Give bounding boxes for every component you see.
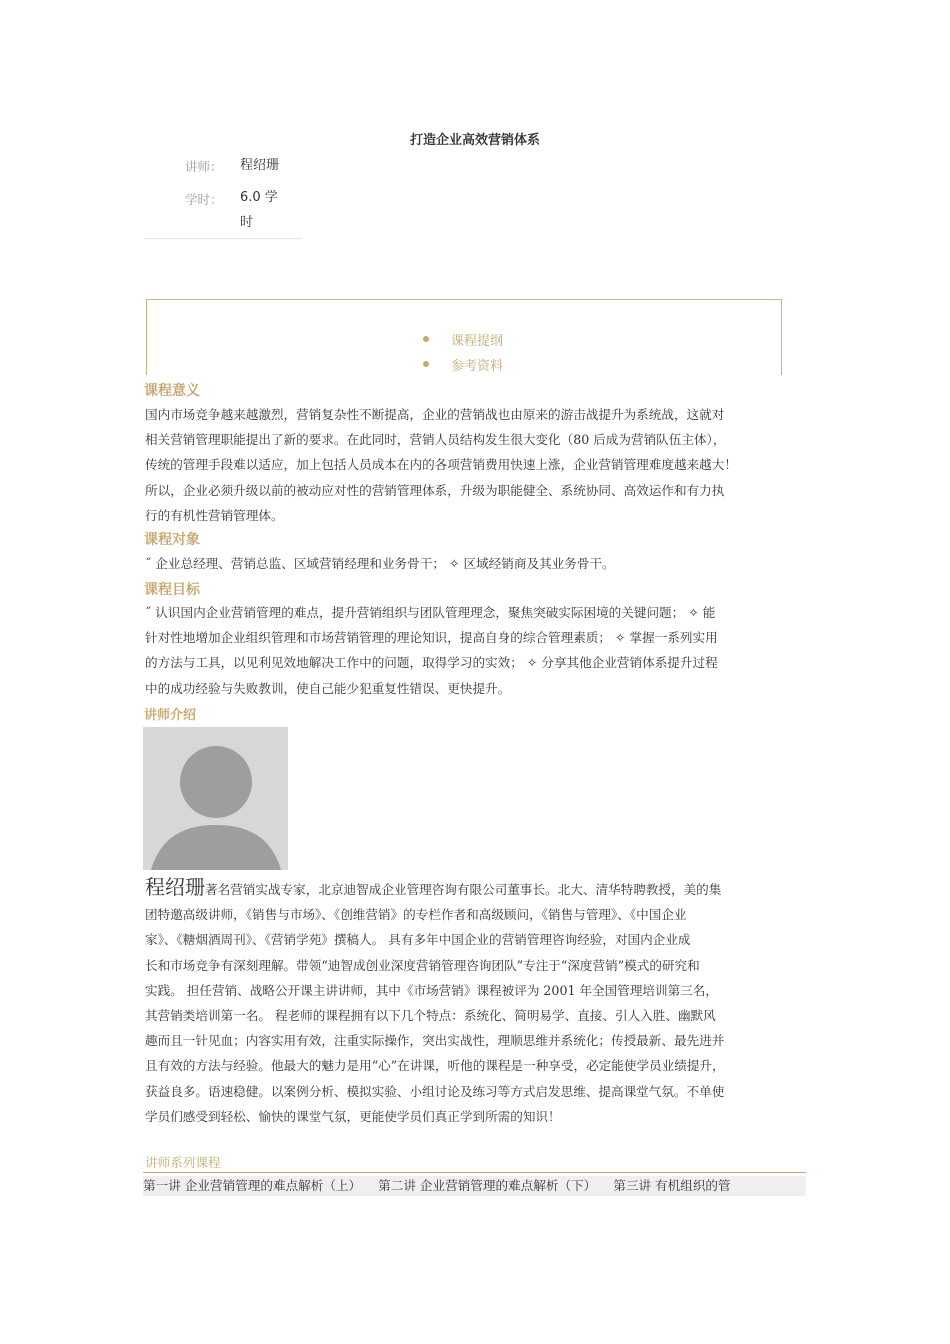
text-line: 针对性地增加企业组织管理和市场营销管理的理论知识，提高自身的综合管理素质； ✧ 掌握一系列实用 <box>145 630 718 646</box>
text-line: 且有效的方法与经验。他最大的魅力是用“心”在讲课，听他的课程是一种享受，必定能使学员业绩提升， <box>145 1058 725 1074</box>
text-line: 所以，企业必须升级以前的被动应对性的营销管理体系，升级为职能健全、系统协同、高效运作和有力执 <box>145 482 725 498</box>
text-line: 实践。 担任营销、战略公开课主讲讲师，其中《市场营销》课程被评为 2001 年全国管理培训第三名， <box>145 982 718 998</box>
text-line: ˝ 认识国内企业营销管理的难点，提升营销组织与团队管理理念，聚焦突破实际困境的关键问题； ✧ 能 <box>145 605 716 620</box>
section-heading-audience: 课程对象 <box>144 532 200 548</box>
bullet-icon <box>423 336 429 342</box>
lecturer-label: 讲师： <box>185 159 223 174</box>
series-course-item[interactable]: 第一讲 企业营销管理的难点解析（上） <box>143 1178 362 1193</box>
text-line <box>145 875 813 902</box>
meta-divider <box>144 238 302 239</box>
text-line: 家》、《糖烟酒周刊》、《营销学苑》撰稿人。 具有多年中国企业的营销管理咨询经验，对国内企业成 <box>145 932 691 948</box>
bio-first-line: 著名营销实战专家，北京迪智成企业管理咨询有限公司董事长。北大、清华特聘教授，美的集 <box>205 882 722 897</box>
text-line: 其营销类培训第一名。 程老师的课程拥有以下几个特点：系统化、简明易学、直接、引人入胜、幽默风 <box>145 1008 716 1024</box>
audience-text <box>145 551 813 576</box>
lecturer-name: 程绍珊 <box>240 158 280 173</box>
text-line: 传统的管理手段难以适应，加上包括人员成本在内的各项营销费用快速上涨，企业营销管理难度越来越大！ <box>145 457 737 473</box>
text-line: 中的成功经验与失败教训，使自己能少犯重复性错误、更快提升。 <box>145 680 511 696</box>
instructor-bio <box>145 875 813 1129</box>
section-heading-significance: 课程意义 <box>144 383 200 399</box>
series-courses-label: 讲师系列课程 <box>145 1155 221 1170</box>
text-line: 长和市场竞争有深刻理解。带领“迪智成创业深度营销管理咨询团队”专注于“深度营销”模式的研究和 <box>145 957 700 973</box>
hours-label: 学时： <box>185 192 223 207</box>
instructor-name: 程绍珊 <box>145 875 205 899</box>
tab-references[interactable]: 参考资料 <box>451 359 504 374</box>
bullet-icon <box>423 361 429 367</box>
text-line: 的方法与工具，以见利见效地解决工作中的问题，取得学习的实效； ✧ 分享其他企业营销体系提升过程 <box>145 655 718 671</box>
text-line: 获益良多。语速稳健。以案例分析、模拟实验、小组讨论及练习等方式启发思维、提高课堂气氛。不单使 <box>145 1083 725 1099</box>
significance-text <box>145 402 813 528</box>
series-course-list <box>143 1176 806 1196</box>
text-line: 学员们感受到轻松、愉快的课堂气氛，更能使学员们真正学到所需的知识！ <box>145 1108 561 1124</box>
course-title: 打造企业高效营销体系 <box>409 133 540 148</box>
section-heading-objectives: 课程目标 <box>144 582 200 598</box>
instructor-avatar <box>143 727 288 870</box>
text-line: 团特邀高级讲师，《销售与市场》、《创维营销》的专栏作者和高级顾问，《销售与管理》、《中国企业 <box>145 907 687 923</box>
text-line: 相关营销管理职能提出了新的要求。在此同时，营销人员结构发生很大变化（80 后成为营销队伍主体）， <box>145 432 726 448</box>
text-line: 行的有机性营销管理体。 <box>145 507 284 523</box>
section-heading-instructor: 讲师介绍 <box>144 708 197 723</box>
text-line: ˝ 企业总经理、营销总监、区域营销经理和业务骨干； ✧ 区域经销商及其业务骨干。 <box>145 556 615 571</box>
series-course-item[interactable]: 第三讲 有机组织的管 <box>613 1178 731 1193</box>
text-line: 趣而且一针见血；内容实用有效，注重实际操作，突出实战性，理顺思维并系统化；传授最新、最先进并 <box>145 1033 725 1049</box>
text-line: 国内市场竞争越来越激烈，营销复杂性不断提高，企业的营销战也由原来的游击战提升为系统战，这就对 <box>145 407 725 422</box>
objectives-text <box>145 600 813 701</box>
hours-value-line2: 时 <box>240 215 254 230</box>
avatar-placeholder-icon <box>143 727 288 870</box>
series-course-item[interactable]: 第二讲 企业营销管理的难点解析（下） <box>378 1178 597 1193</box>
hours-value-line1: 6.0 学 <box>240 190 278 205</box>
series-divider <box>143 1172 806 1173</box>
tab-syllabus[interactable]: 课程提纲 <box>451 334 504 349</box>
